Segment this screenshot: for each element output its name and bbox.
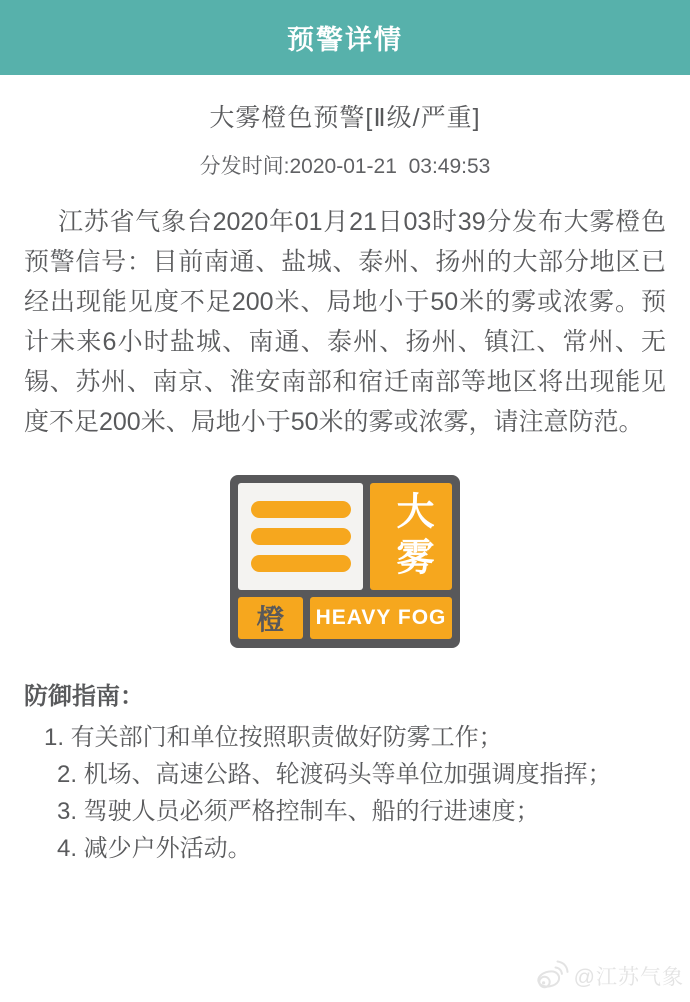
heavy-fog-orange-sign (230, 475, 460, 648)
guide-list (24, 719, 666, 867)
sign-level-label: 橙 (256, 604, 285, 635)
weibo-logo-icon (531, 958, 569, 994)
issue-time: 分发时间:2020-01-21 03:49:53 (199, 155, 491, 178)
guide-item-3: 3. 驾驶人员必须严格控制车、船的行进速度； (57, 798, 540, 825)
guide-item-1: 1. 有关部门和单位按照职责做好防雾工作； (44, 724, 503, 751)
alert-title: 大雾橙色预警[Ⅱ级/严重] (209, 104, 481, 132)
sign-top-row (238, 483, 452, 590)
sign-bottom-row (238, 597, 452, 639)
watermark (531, 958, 684, 994)
warning-sign-wrap (24, 475, 666, 648)
fog-symbol-icon (238, 483, 363, 590)
alert-body: 江苏省气象台2020年01月21日03时39分发布大雾橙色预警信号：目前南通、盐城、泰州、扬州的大部分地区已经出现能见度不足200米、局地小于50米的雾或浓雾。预计未来6小时盐城、南通、泰州、扬州、镇江、常州、无锡、苏州、南京、淮安南部和宿迁南部等地区将出现能见度不足200米、局地小于50米的雾或浓雾，请注意防范。 (24, 208, 666, 436)
page-title: 预警详情 (287, 25, 403, 55)
fog-bar-icon (251, 555, 351, 572)
sign-type-en-panel (310, 597, 452, 639)
guide-item-2: 2. 机场、高速公路、轮渡码头等单位加强调度指挥； (57, 761, 612, 788)
sign-type-en-label: HEAVY FOG (315, 606, 447, 629)
guide-item-4: 4. 减少户外活动。 (57, 835, 252, 862)
watermark-text: @江苏气象 (573, 966, 684, 989)
fog-bar-icon (251, 528, 351, 545)
fog-bar-icon (251, 501, 351, 518)
guide-heading: 防御指南： (24, 683, 144, 710)
content (0, 98, 690, 867)
sign-type-cn-panel (370, 483, 452, 590)
sign-level-panel (238, 597, 303, 639)
sign-type-cn-label: 大雾 (390, 490, 432, 583)
header-bar (0, 0, 690, 75)
